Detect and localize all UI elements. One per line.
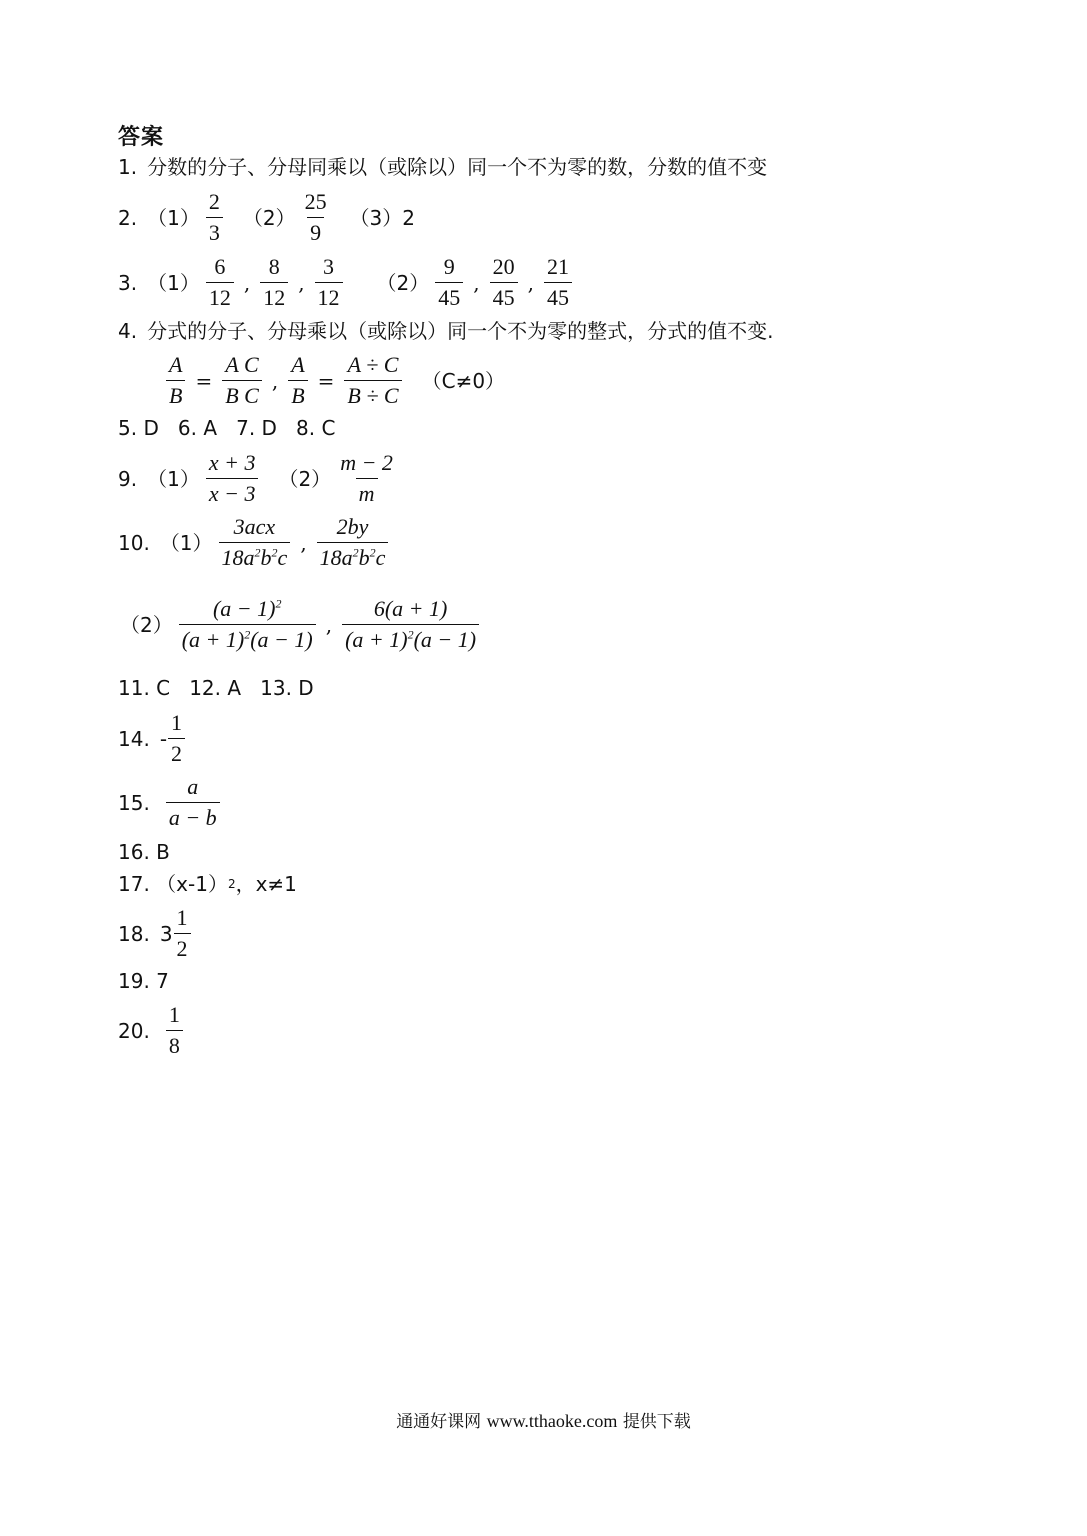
answer-2: 2. （1） $\frac{2}{3}$ （2） $\frac{25}{9}$ （3）2 [118, 187, 415, 248]
fraction: $\frac{m - 2}{m}$ [337, 448, 396, 509]
fraction: $\frac{1}{8}$ [166, 1000, 183, 1061]
fraction: $\frac{x + 3}{x - 3}$ [206, 448, 259, 509]
answers-11-13: 11. C 12. A 13. D [118, 676, 314, 700]
fraction: $\frac{\text{A C}}{\text{B C}}$ [222, 350, 262, 411]
answer-10-part2: （2） $\frac{(a - 1)^2}{(a + 1)^2(a - 1)}$ , $\frac{6(a + 1)}{(a + 1)^2(a - 1)}$ [120, 594, 485, 655]
fraction: $\frac{3}{12}$ [315, 252, 343, 313]
fraction: $\frac{\text{3acx}}{18a^2b^2c}$ [219, 512, 291, 573]
fraction: $\frac{A \div C}{B \div C}$ [344, 350, 401, 411]
answer-16: 16. B [118, 840, 170, 864]
fraction: $\frac{A}{B}$ [166, 350, 185, 411]
fraction: $\frac{8}{12}$ [260, 252, 288, 313]
footer-site: 通通好课网 [396, 1412, 482, 1432]
answer-10-part1: 10. （1） $\frac{\text{3acx}}{18a^2b^2c}$ , $\frac{2by}{18a^2b^2c}$ [118, 512, 394, 573]
fraction: $\frac{1}{2}$ [174, 903, 191, 964]
fraction: $\frac{6(a + 1)}{(a + 1)^2(a - 1)}$ [342, 594, 479, 655]
answer-15: 15. $\frac{a}{a - b}$ [118, 772, 226, 833]
answer-20: 20. $\frac{1}{8}$ [118, 1000, 189, 1061]
answer-17: 17. （x-1） 2 ，x≠1 [118, 872, 297, 896]
fraction: $\frac{(a - 1)^2}{(a + 1)^2(a - 1)}$ [179, 594, 316, 655]
answer-4: 4. 分式的分子、分母乘以（或除以）同一个不为零的整式，分式的值不变. [118, 319, 774, 343]
fraction: $\frac{21}{45}$ [544, 252, 572, 313]
page-title: 答案 [118, 125, 165, 150]
footer [0, 1407, 1087, 1432]
fraction: $\frac{a}{a - b}$ [166, 772, 220, 833]
fraction: $\frac{9}{45}$ [435, 252, 463, 313]
fraction: $\frac{20}{45}$ [490, 252, 518, 313]
fraction: $\frac{2by}{18a^2b^2c}$ [317, 512, 389, 573]
fraction: $\frac{6}{12}$ [206, 252, 234, 313]
answer-4-formula: $\frac{A}{B}$ = $\frac{\text{A C}}{\text{B C}}$ , $\frac{A}{B}$ = $\frac{A \div C}{B \div C}$ （C≠0） [160, 350, 505, 411]
fraction: $\frac{2}{3}$ [206, 187, 223, 248]
answer-3: 3. （1） $\frac{6}{12}$ , $\frac{8}{12}$ , $\frac{3}{12}$ （2） $\frac{9}{45}$ , $\frac{20}{45}$ , $\frac{21}{45}$ [118, 252, 578, 313]
answer-18: 18. 3 $\frac{1}{2}$ [118, 903, 197, 964]
answer-1: 1. 分数的分子、分母同乘以（或除以）同一个不为零的数，分数的值不变 [118, 155, 768, 179]
fraction: $\frac{25}{9}$ [302, 187, 330, 248]
footer-tail: 提供下载 [622, 1412, 691, 1432]
answers-5-8: 5. D 6. A 7. D 8. C [118, 416, 336, 440]
answer-14: 14. - $\frac{1}{2}$ [118, 708, 191, 769]
fraction: $\frac{A}{B}$ [288, 350, 307, 411]
answer-9: 9. （1） $\frac{x + 3}{x - 3}$ （2） $\frac{m - 2}{m}$ [118, 448, 402, 509]
footer-url[interactable]: www.tthaoke.com [486, 1411, 618, 1431]
answer-19: 19. 7 [118, 969, 169, 993]
fraction: $\frac{1}{2}$ [168, 708, 185, 769]
